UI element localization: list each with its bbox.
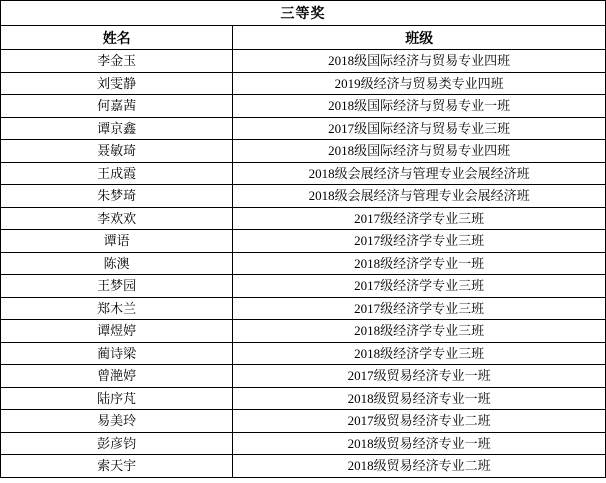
table-row <box>1 117 606 140</box>
table-row <box>1 72 606 95</box>
cell-name: 何嘉茜 <box>1 95 233 118</box>
cell-class: 2017级国际经济与贸易专业三班 <box>233 117 606 140</box>
table-title-row <box>1 1 606 26</box>
table-row <box>1 50 606 73</box>
cell-name: 谭京鑫 <box>1 117 233 140</box>
cell-name: 曾滟婷 <box>1 365 233 388</box>
cell-class: 2018级贸易经济专业一班 <box>233 387 606 410</box>
table-row <box>1 207 606 230</box>
cell-name: 谭语 <box>1 230 233 253</box>
table-title: 三等奖 <box>1 1 606 26</box>
cell-class: 2018级会展经济与管理专业会展经济班 <box>233 162 606 185</box>
cell-name: 易美玲 <box>1 410 233 433</box>
cell-class: 2018级国际经济与贸易专业一班 <box>233 95 606 118</box>
cell-name: 李欢欢 <box>1 207 233 230</box>
table-row <box>1 432 606 455</box>
table-row <box>1 410 606 433</box>
cell-class: 2017级经济学专业三班 <box>233 230 606 253</box>
column-header-name: 姓名 <box>1 26 233 50</box>
cell-name: 彭彦钧 <box>1 432 233 455</box>
table-row <box>1 320 606 343</box>
cell-class: 2018级经济学专业三班 <box>233 342 606 365</box>
cell-class: 2017级贸易经济专业一班 <box>233 365 606 388</box>
column-header-class: 班级 <box>233 26 606 50</box>
cell-name: 陈澳 <box>1 252 233 275</box>
cell-class: 2018级贸易经济专业一班 <box>233 432 606 455</box>
cell-class: 2018级经济学专业三班 <box>233 320 606 343</box>
table-header-row <box>1 26 606 50</box>
table-row <box>1 230 606 253</box>
table-row <box>1 162 606 185</box>
table-row <box>1 342 606 365</box>
table-row <box>1 95 606 118</box>
cell-name: 郑木兰 <box>1 297 233 320</box>
cell-class: 2018级国际经济与贸易专业四班 <box>233 140 606 163</box>
cell-name: 刘雯静 <box>1 72 233 95</box>
cell-name: 聂敏琦 <box>1 140 233 163</box>
table-row <box>1 297 606 320</box>
cell-class: 2018级贸易经济专业二班 <box>233 455 606 478</box>
cell-class: 2017级经济学专业三班 <box>233 207 606 230</box>
cell-name: 李金玉 <box>1 50 233 73</box>
cell-name: 索天宇 <box>1 455 233 478</box>
cell-name: 陆序芃 <box>1 387 233 410</box>
cell-class: 2017级经济学专业三班 <box>233 297 606 320</box>
table-row <box>1 185 606 208</box>
table-row <box>1 275 606 298</box>
table-row <box>1 455 606 478</box>
cell-class: 2017级经济学专业三班 <box>233 275 606 298</box>
cell-class: 2018级国际经济与贸易专业四班 <box>233 50 606 73</box>
cell-class: 2018级经济学专业一班 <box>233 252 606 275</box>
table-row <box>1 365 606 388</box>
table-row <box>1 140 606 163</box>
cell-name: 蔺诗梁 <box>1 342 233 365</box>
cell-name: 谭煜婷 <box>1 320 233 343</box>
cell-name: 王梦园 <box>1 275 233 298</box>
table-row <box>1 252 606 275</box>
cell-name: 朱梦琦 <box>1 185 233 208</box>
table-body <box>1 1 606 478</box>
cell-class: 2017级贸易经济专业二班 <box>233 410 606 433</box>
cell-class: 2018级会展经济与管理专业会展经济班 <box>233 185 606 208</box>
table-row <box>1 387 606 410</box>
cell-class: 2019级经济与贸易类专业四班 <box>233 72 606 95</box>
cell-name: 王成霞 <box>1 162 233 185</box>
